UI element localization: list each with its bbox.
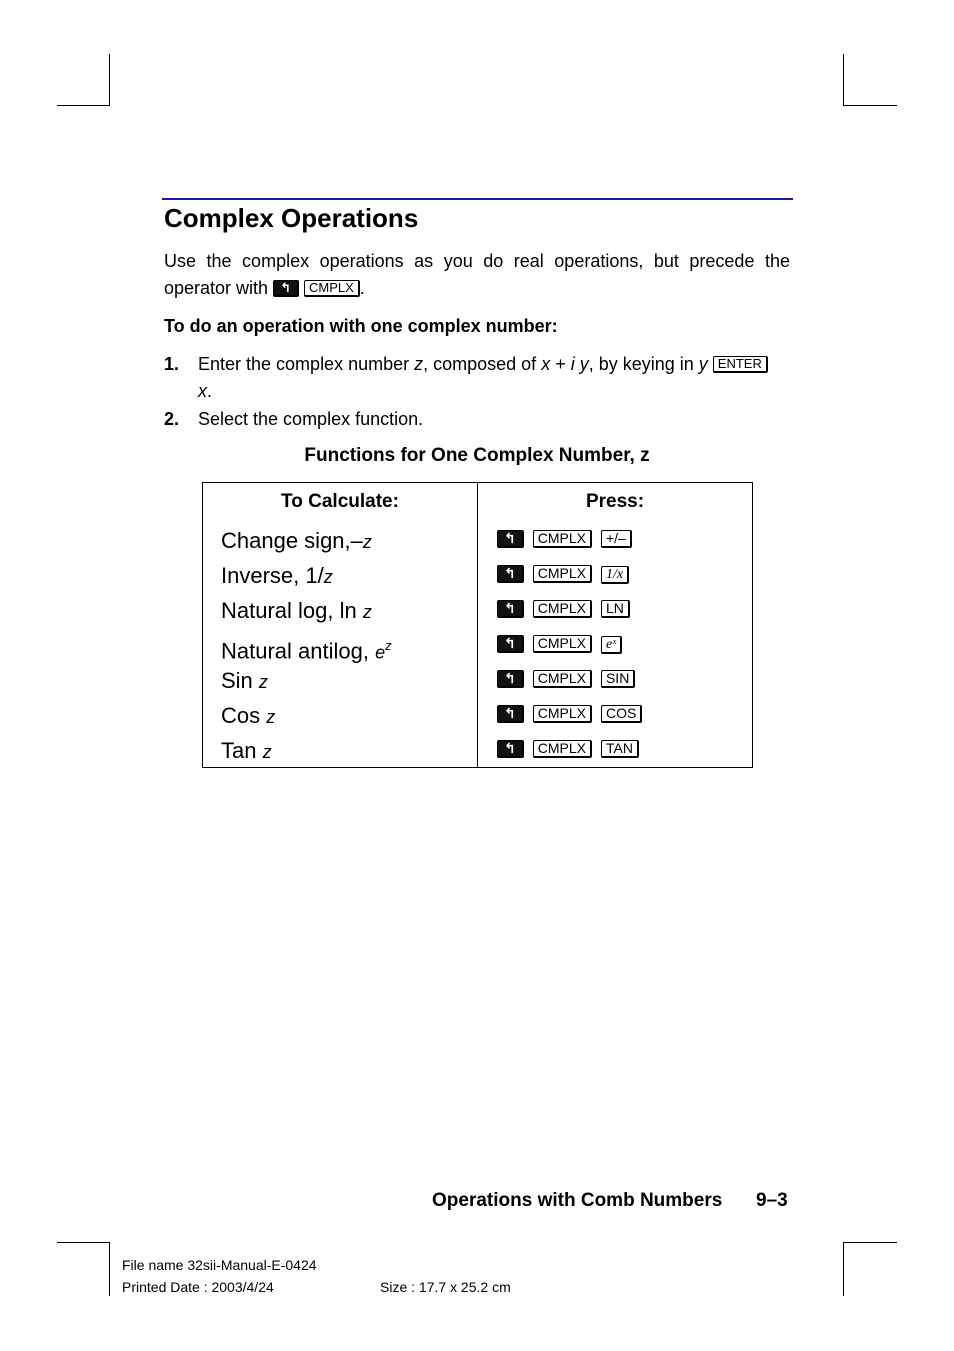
var-x: x: [541, 354, 551, 374]
var-y: y: [698, 354, 708, 374]
key-sequence: [497, 663, 644, 698]
left-shift-arrow-icon: ↰: [497, 740, 524, 758]
function-variable: e: [375, 642, 386, 663]
meta-file: File name 32sii-Manual-E-0424: [122, 1257, 317, 1273]
intro-text: Use the complex operations as you do real operations, but precede the operator with: [164, 251, 790, 298]
heading-rule: [162, 198, 793, 200]
step-number: 2.: [164, 409, 180, 429]
left-shift-arrow-icon: ↰: [497, 635, 524, 653]
function-name: Natural antilog,: [221, 638, 376, 664]
step-text: .: [207, 381, 213, 401]
cmplx-key: CMPLX: [533, 565, 592, 583]
procedure-subheading: To do an operation with one complex number:: [164, 316, 558, 336]
footer-chapter: Operations with Comb Numbers: [432, 1190, 723, 1211]
cmplx-key: CMPLX: [533, 740, 592, 758]
left-shift-arrow-icon: ↰: [497, 565, 524, 583]
cmplx-key: CMPLX: [533, 530, 592, 548]
table-title: Functions for One Complex Number, z: [304, 445, 650, 466]
step-text: , by keying in: [588, 354, 699, 374]
function-name: Tan: [221, 738, 263, 763]
page-heading: Complex Operations: [164, 203, 419, 233]
cmplx-key: CMPLX: [533, 635, 592, 653]
table-row: [203, 733, 752, 768]
enter-key: ENTER: [713, 356, 768, 373]
meta-size: Size : 17.7 x 25.2 cm: [380, 1279, 511, 1295]
function-key: TAN: [601, 740, 639, 758]
function-label: [221, 523, 372, 560]
table-row: [203, 663, 752, 698]
function-label: [221, 698, 275, 735]
step-text: Select the complex function.: [198, 409, 424, 429]
function-key: +/–: [601, 530, 632, 548]
function-name: Change sign,–: [221, 528, 363, 553]
left-shift-arrow-icon: ↰: [497, 600, 524, 618]
cmplx-key: CMPLX: [304, 280, 360, 297]
var-i: i: [570, 354, 575, 374]
key-sequence: [497, 558, 638, 593]
function-variable: z: [362, 532, 372, 552]
intro-paragraph: [164, 248, 790, 302]
function-name: Sin: [221, 668, 259, 693]
left-shift-arrow-icon: ↰: [497, 530, 524, 548]
function-label: [221, 558, 333, 595]
table-row: [203, 698, 752, 733]
step-number: 1.: [164, 354, 180, 374]
step-text: Enter the complex number: [198, 354, 415, 374]
function-key: 1/x: [601, 566, 629, 584]
functions-table: [202, 482, 753, 768]
var-x: x: [198, 381, 207, 401]
var-z: z: [414, 354, 424, 374]
crop-mark-top-right-h: [843, 105, 897, 106]
left-shift-arrow-icon: ↰: [497, 670, 524, 688]
table-row: [203, 593, 752, 628]
table-row: [203, 523, 752, 558]
meta-printed: Printed Date : 2003/4/24: [122, 1279, 274, 1295]
step-text: , composed of: [423, 354, 542, 374]
crop-mark-top-left-h: [57, 105, 110, 106]
crop-mark-top-left-v: [109, 54, 110, 106]
step-text: +: [550, 354, 571, 374]
footer-page-number: 9–3: [756, 1190, 788, 1211]
function-variable: z: [323, 567, 333, 587]
step-1: [164, 351, 790, 405]
intro-end: .: [359, 278, 365, 298]
function-variable: z: [262, 742, 272, 762]
key-sequence: [497, 733, 648, 768]
key-sequence: [497, 593, 639, 628]
crop-mark-bottom-right-h: [843, 1242, 897, 1243]
crop-mark-bottom-left-v: [109, 1242, 110, 1296]
left-shift-arrow-icon: ↰: [497, 705, 524, 723]
crop-mark-top-right-v: [843, 54, 844, 106]
var-y: y: [579, 354, 589, 374]
function-key: COS: [601, 705, 642, 723]
function-key: LN: [601, 600, 630, 618]
steps-list: [164, 351, 790, 434]
function-label: [221, 733, 272, 770]
function-superscript: z: [385, 638, 392, 653]
function-name: Cos: [221, 703, 267, 728]
function-variable: z: [258, 672, 268, 692]
crop-mark-bottom-left-h: [57, 1242, 110, 1243]
function-name: Inverse, 1/: [221, 563, 324, 588]
header-to-calculate: To Calculate:: [281, 491, 399, 512]
key-sequence: [497, 698, 651, 733]
key-sequence: [497, 523, 641, 558]
function-variable: z: [362, 602, 372, 622]
function-key: eˣ: [601, 636, 622, 654]
crop-mark-bottom-right-v: [843, 1242, 844, 1296]
function-label: [221, 593, 372, 630]
step-2: [164, 406, 790, 433]
table-row: [203, 558, 752, 593]
header-press: Press:: [585, 491, 645, 512]
table-row: [203, 628, 752, 663]
function-key: SIN: [601, 670, 635, 688]
function-variable: z: [266, 707, 276, 727]
cmplx-key: CMPLX: [533, 705, 592, 723]
shift-key-icon: ↰: [273, 280, 299, 297]
cmplx-key: CMPLX: [533, 670, 592, 688]
cmplx-key: CMPLX: [533, 600, 592, 618]
key-sequence: [497, 628, 631, 663]
function-label: [221, 663, 268, 700]
function-name: Natural log, ln: [221, 598, 363, 623]
